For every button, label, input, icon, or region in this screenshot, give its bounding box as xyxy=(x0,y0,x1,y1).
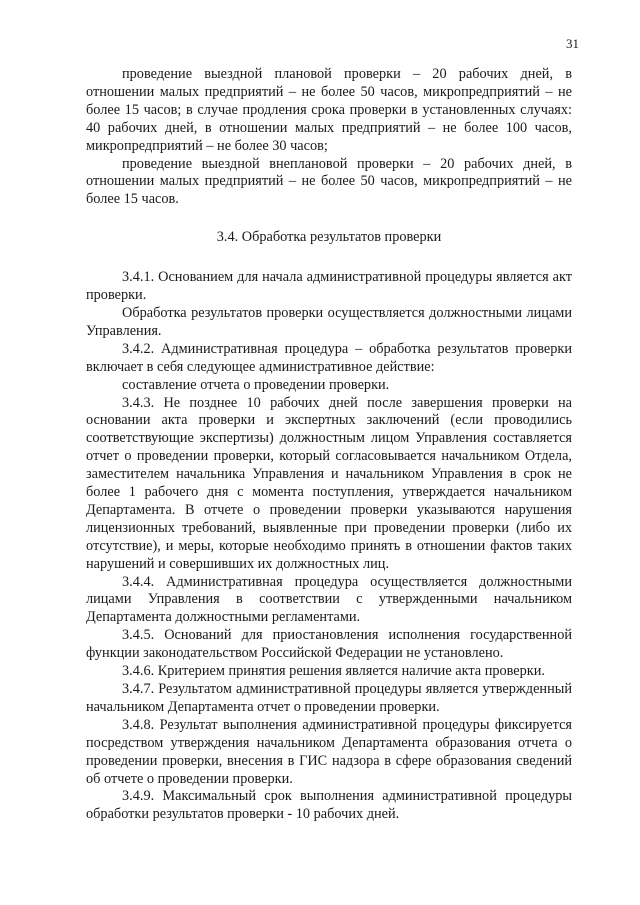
page-number: 31 xyxy=(566,36,579,51)
paragraph: 3.4.5. Оснований для приостановления исполнения государственной функции законодательством Российской Федерации не установлено. xyxy=(86,627,572,662)
paragraph: 3.4.3. Не позднее 10 рабочих дней после завершения проверки на основании акта проверки и экспертных заключений (если проводились соответствующие экспертизы) должностным лицом Управления составляется отчет о проведении проверки, который согласовывается начальником Отдела, заместителем начальника Управления и начальником Управления в срок не более 1 рабочего дня с момента поступления, утверждается начальником Департамента. В отчете о проведении проверки указываются нарушения лицензионных требований, выявленные при проведении проверки (либо их отсутствие), и меры, которые необходимо принять в отношении фактов таких нарушений и совершивших их должностных лиц. xyxy=(86,394,572,572)
paragraph: 3.4.7. Результатом административной процедуры является утвержденный начальником Департамента отчет о проведении проверки. xyxy=(86,681,572,715)
paragraph: 3.4.4. Административная процедура осуществляется должностными лицами Управления в соответствии с утвержденными начальником Департамента должностными регламентами. xyxy=(86,573,572,626)
paragraph: 3.4.2. Административная процедура – обработка результатов проверки включает в себя следующее административное действие: xyxy=(86,340,572,375)
paragraph: составление отчета о проведении проверки. xyxy=(122,376,390,393)
paragraph: 3.4.6. Критерием принятия решения является наличие акта проверки. xyxy=(122,663,545,680)
paragraph: 3.4.9. Максимальный срок выполнения административной процедуры обработки результатов проверки - 10 рабочих дней. xyxy=(86,788,572,823)
document-body xyxy=(86,66,572,824)
paragraph: Обработка результатов проверки осуществляется должностными лицами Управления. xyxy=(86,304,572,339)
paragraph: проведение выездной внеплановой проверки – 20 рабочих дней, в отношении малых предприятий – не более 50 часов, микропредприятий – не более 15 часов. xyxy=(86,155,572,208)
section-heading: 3.4. Обработка результатов проверки xyxy=(216,229,442,246)
paragraph: проведение выездной плановой проверки – 20 рабочих дней, в отношении малых предприятий – не более 50 часов, микропредприятий – не более 15 часов; в случае продления срока проверки в установленных случаях: 40 рабочих дней, в отношении малых предприятий – не более 100 часов, микропредприятий – не более 30 часов; xyxy=(86,66,572,154)
paragraph: 3.4.8. Результат выполнения административной процедуры фиксируется посредством утверждения начальником Департамента образования отчета о проведении проверки, внесения в ГИС надзора в сфере образования сведений об отчете о проведении проверки. xyxy=(86,716,572,787)
paragraph: 3.4.1. Основанием для начала административной процедуры является акт проверки. xyxy=(86,269,572,304)
